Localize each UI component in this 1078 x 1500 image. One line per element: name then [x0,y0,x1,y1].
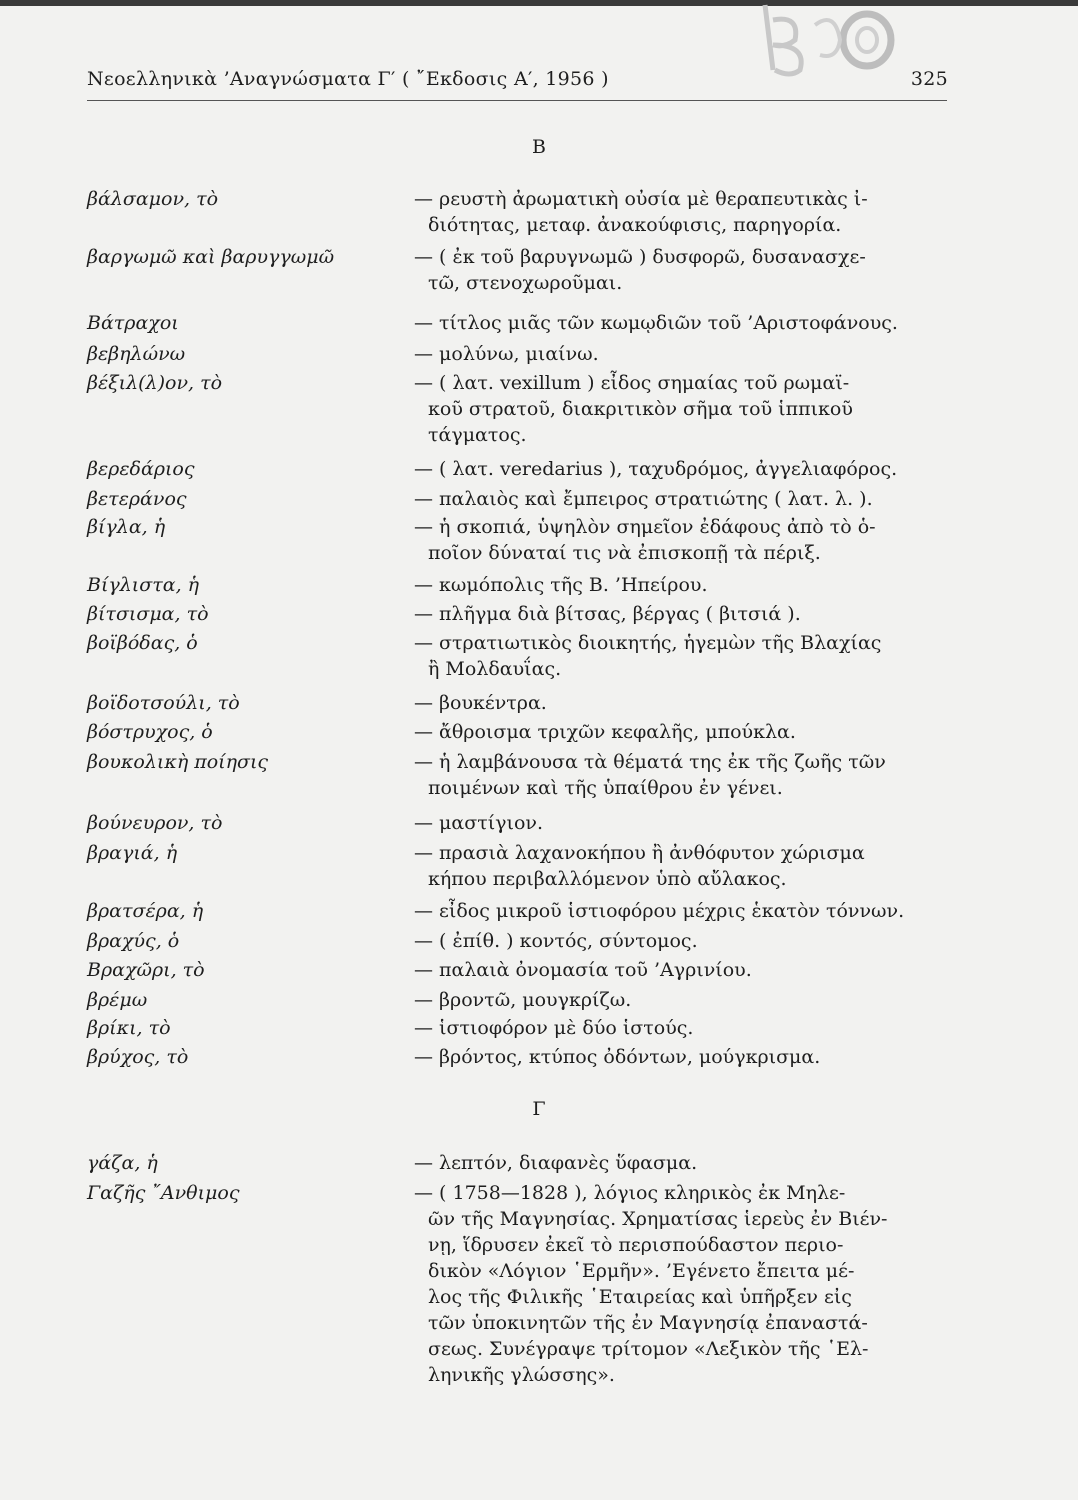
entry-term: βαργωμῶ καὶ βαρυγγωμῶ [87,246,335,268]
entry-term: βραγιά, ἡ [87,842,178,864]
entry-definition [414,928,949,954]
entry-definition [414,244,949,296]
definition-line: — ( ἐκ τοῦ βαρυγνωμῶ ) δυσφορῶ, δυσανασχε- [414,246,866,268]
definition-line: διότητας, μεταφ. ἀνακούφισις, παρηγορία. [428,214,842,236]
definition-line: νῃ, ἵδρυσεν ἐκεῖ τὸ περισπούδαστον περιο- [428,1234,844,1256]
definition-line: — ἱστιοφόρον μὲ δύο ἱστούς. [414,1017,694,1039]
entry-definition [414,341,949,367]
entry-definition [414,1180,949,1388]
entry-definition [414,186,949,238]
definition-line: κοῦ στρατοῦ, διακριτικὸν σῆμα τοῦ ἱππικοῦ [428,398,853,420]
entry-definition [414,719,949,745]
entry-definition [414,456,949,482]
definition-line: — κωμόπολις τῆς Β. ’Ηπείρου. [414,574,708,596]
entry-definition [414,1150,949,1176]
entry-definition [414,572,949,598]
entry-term: Βάτραχοι [87,312,179,334]
definition-line: — πρασιὰ λαχανοκήπου ἢ ἀνθόφυτον χώρισμα [414,842,865,864]
definition-line: — ( λατ. veredarius ), ταχυδρόμος, ἀγγελιαφόρος. [414,458,898,480]
definition-line: λος τῆς Φιλικῆς ῾Εταιρείας καὶ ὑπῆρξεν εἰς [428,1286,852,1308]
entry-term: βρατσέρα, ἡ [87,900,204,922]
entry-term: βούνευρον, τὸ [87,812,223,834]
entry-term: βοϊδοτσούλι, τὸ [87,692,240,714]
definition-line: ἢ Μολδαυΐας. [428,658,562,680]
entry-definition [414,810,949,836]
definition-line: — μολύνω, μιαίνω. [414,343,599,365]
definition-line: — τίτλος μιᾶς τῶν κωμῳδιῶν τοῦ ’Αριστοφάνους. [414,312,898,334]
entry-term: Βραχῶρι, τὸ [87,959,205,981]
entry-definition [414,749,949,801]
entry-term: γάζα, ἡ [87,1152,158,1174]
definition-line: σεως. Συνέγραψε τρίτομον «Λεξικὸν τῆς ῾Ελ- [428,1338,869,1360]
entry-definition [414,310,949,336]
definition-line: δικὸν «Λόγιον ῾Ερμῆν». ’Εγένετο ἔπειτα μέ- [428,1260,855,1282]
entry-term: Βίγλιστα, ἡ [87,574,200,596]
definition-line: — μαστίγιον. [414,812,543,834]
entry-definition [414,898,949,924]
definition-line: — βουκέντρα. [414,692,547,714]
entry-term: βρύχος, τὸ [87,1046,189,1068]
definition-line: — στρατιωτικὸς διοικητής, ἡγεμὼν τῆς Βλαχίας [414,632,882,654]
page-number: 325 [910,68,948,90]
entry-definition [414,514,949,566]
entry-definition [414,690,949,716]
definition-line: κήπου περιβαλλόμενον ὑπὸ αὔλακος. [428,868,787,890]
section-letter: Β [532,136,546,158]
definition-line: ποιμένων καὶ τῆς ὑπαίθρου ἐν γένει. [428,777,783,799]
entry-term: βρέμω [87,989,148,1011]
entry-definition [414,601,949,627]
definition-line: — πλῆγμα διὰ βίτσας, βέργας ( βιτσιά ). [414,603,801,625]
entry-term: βετεράνος [87,488,187,510]
entry-definition [414,630,949,682]
entry-term: βεβηλώνω [87,343,186,365]
definition-line: — ἄθροισμα τριχῶν κεφαλῆς, μπούκλα. [414,721,796,743]
definition-line: — εἶδος μικροῦ ἱστιοφόρου μέχρις ἑκατὸν τόννων. [414,900,905,922]
definition-line: — βροντῶ, μουγκρίζω. [414,989,632,1011]
definition-line: ληνικῆς γλώσσης». [428,1364,615,1386]
definition-line: — βρόντος, κτύπος ὀδόντων, μούγκρισμα. [414,1046,821,1068]
definition-line: τάγματος. [428,424,527,446]
definition-line: τῶν ὑποκινητῶν τῆς ἐν Μαγνησίᾳ ἐπαναστά- [428,1312,868,1334]
entry-term: βάλσαμον, τὸ [87,188,219,210]
definition-line: — ἡ σκοπιά, ὑψηλὸν σημεῖον ἐδάφους ἀπὸ τὸ ὁ- [414,516,876,538]
definition-line: — παλαιὰ ὀνομασία τοῦ ’Αγρινίου. [414,959,752,981]
entry-definition [414,987,949,1013]
entry-definition [414,957,949,983]
section-letter: Γ [532,1098,546,1120]
entry-term: βίτσισμα, τὸ [87,603,209,625]
definition-line: τῶ, στενοχωροῦμαι. [428,272,623,294]
entry-definition [414,1044,949,1070]
definition-line: — παλαιὸς καὶ ἔμπειρος στρατιώτης ( λατ. λ. ). [414,488,873,510]
entry-term: Γαζῆς ῎Ανθιμος [87,1182,240,1204]
entry-term: βερεδάριος [87,458,195,480]
running-header [87,68,948,90]
book-title: Νεοελληνικὰ ’Αναγνώσματα Γ′ ( ῎Εκδοσις Α′, 1956 ) [87,68,609,90]
definition-line: — ἡ λαμβάνουσα τὰ θέματά της ἐκ τῆς ζωῆς τῶν [414,751,886,773]
entry-definition [414,370,949,448]
definition-line: — ρευστὴ ἀρωματικὴ οὐσία μὲ θεραπευτικὰς ἰ- [414,188,868,210]
definition-line: — ( ἐπίθ. ) κοντός, σύντομος. [414,930,698,952]
entry-term: βρίκι, τὸ [87,1017,171,1039]
definition-line: ῶν τῆς Μαγνησίας. Χρηματίσας ἱερεὺς ἐν Βιέν- [428,1208,888,1230]
entry-term: βίγλα, ἡ [87,516,166,538]
entry-definition [414,840,949,892]
entry-term: βραχύς, ὁ [87,930,180,952]
scan-top-edge [0,0,1078,6]
entry-term: βέξιλ(λ)ον, τὸ [87,372,223,394]
definition-line: ποῖον δύναταί τις νὰ ἐπισκοπῇ τὰ πέριξ. [428,542,821,564]
definition-line: — λεπτόν, διαφανὲς ὕφασμα. [414,1152,698,1174]
definition-line: — ( 1758—1828 ), λόγιος κληρικὸς ἐκ Μηλε- [414,1182,846,1204]
entry-term: βόστρυχος, ὁ [87,721,213,743]
definition-line: — ( λατ. vexillum ) εἶδος σημαίας τοῦ ρωμαϊ- [414,372,850,394]
header-rule [87,100,947,101]
entry-definition [414,486,949,512]
entry-term: βοϊβόδας, ὁ [87,632,198,654]
entry-term: βουκολικὴ ποίησις [87,751,269,773]
entry-definition [414,1015,949,1041]
